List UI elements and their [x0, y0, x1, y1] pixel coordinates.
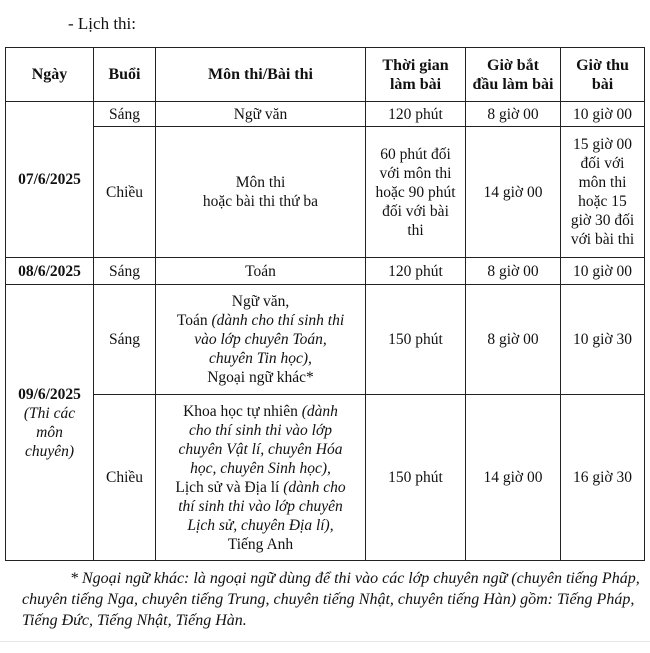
subject-cell: Toán [156, 258, 366, 285]
session-cell: Chiều [94, 395, 156, 561]
divider [0, 641, 650, 642]
duration-cell: 150 phút [366, 285, 466, 395]
footnote: * Ngoại ngữ khác: là ngoại ngữ dùng để thi vào các lớp chuyên ngữ (chuyên tiếng Pháp, chuyên tiếng Nga, chuyên tiếng Trung, chuyên tiếng Nhật, chuyên tiếng Hàn) gồm: Tiếng Pháp, Tiếng Đức, Tiếng Nhật, Tiếng Hàn. [22, 570, 640, 629]
session-cell: Chiều [94, 127, 156, 258]
end-time-cell: 16 giờ 30 [561, 395, 645, 561]
table-row [6, 395, 645, 561]
end-time-cell: 10 giờ 00 [561, 102, 645, 127]
subject-cell: Ngữ văn [156, 102, 366, 127]
subject-cell: Ngữ văn, Toán (dành cho thí sinh thi vào lớp chuyên Toán, chuyên Tin học), Ngoại ngữ khác* [156, 285, 366, 395]
table-row [6, 102, 645, 127]
session-cell: Sáng [94, 258, 156, 285]
subject-cell: Khoa học tự nhiên (dành cho thí sinh thi vào lớp chuyên Vật lí, chuyên Hóa học, chuyên Sinh học), Lịch sử và Địa lí (dành cho thí sinh thi vào lớp chuyên Lịch sử, chuyên Địa lí), Tiếng Anh [156, 395, 366, 561]
duration-cell: 150 phút [366, 395, 466, 561]
exam-schedule-table [5, 47, 645, 561]
session-cell: Sáng [94, 285, 156, 395]
duration-cell: 120 phút [366, 102, 466, 127]
header-buoi: Buổi [94, 48, 156, 102]
table-row [6, 127, 645, 258]
date-cell: 09/6/2025 (Thi các môn chuyên) [6, 285, 94, 561]
end-time-cell: 15 giờ 00 đối với môn thi hoặc 15 giờ 30 đối với bài thi [561, 127, 645, 258]
duration-cell: 60 phút đối với môn thi hoặc 90 phút đối với bài thi [366, 127, 466, 258]
date-cell: 08/6/2025 [6, 258, 94, 285]
header-ngay: Ngày [6, 48, 94, 102]
duration-cell: 120 phút [366, 258, 466, 285]
table-row [6, 258, 645, 285]
start-time-cell: 14 giờ 00 [466, 395, 561, 561]
session-cell: Sáng [94, 102, 156, 127]
end-time-cell: 10 giờ 30 [561, 285, 645, 395]
date-cell: 07/6/2025 [6, 102, 94, 258]
header-gio-bat-dau: Giờ bắt đầu làm bài [466, 48, 561, 102]
table-header-row [6, 48, 645, 102]
end-time-cell: 10 giờ 00 [561, 258, 645, 285]
start-time-cell: 8 giờ 00 [466, 102, 561, 127]
start-time-cell: 8 giờ 00 [466, 258, 561, 285]
subject-cell: Môn thi hoặc bài thi thứ ba [156, 127, 366, 258]
table-row [6, 285, 645, 395]
start-time-cell: 8 giờ 00 [466, 285, 561, 395]
header-mon-thi: Môn thi/Bài thi [156, 48, 366, 102]
header-thoi-gian: Thời gian làm bài [366, 48, 466, 102]
header-gio-thu: Giờ thu bài [561, 48, 645, 102]
start-time-cell: 14 giờ 00 [466, 127, 561, 258]
schedule-heading: - Lịch thi: [68, 14, 136, 33]
